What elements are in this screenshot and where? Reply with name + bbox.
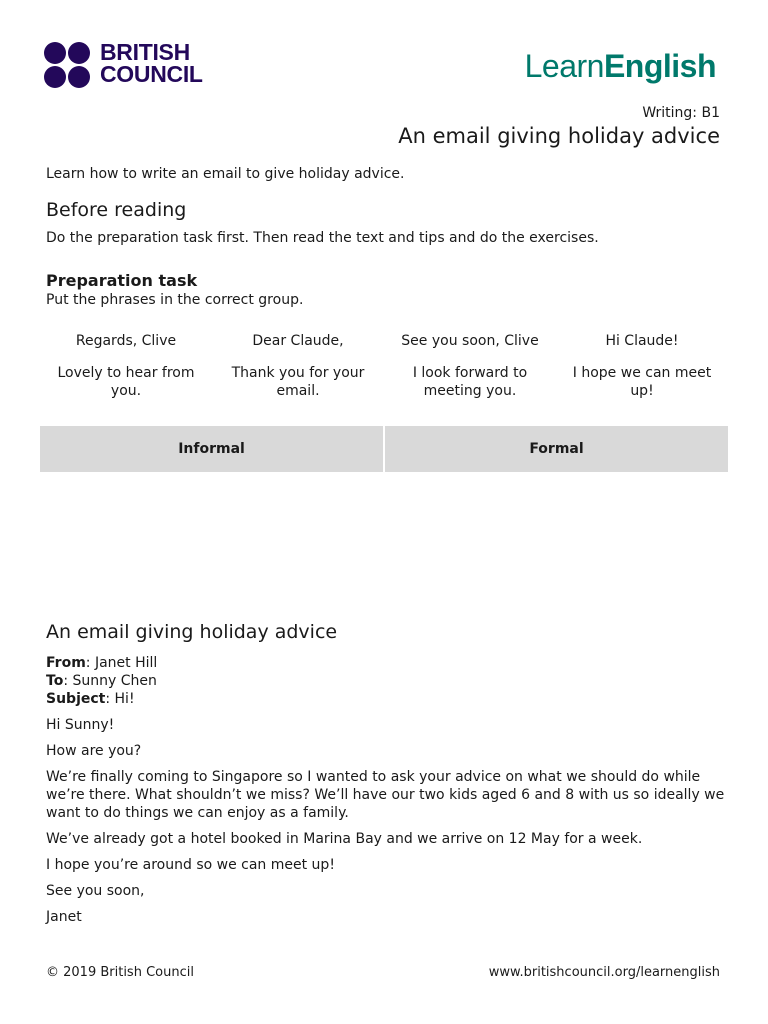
- british-council-wordmark: BRITISH COUNCIL: [100, 39, 203, 87]
- phrase-item[interactable]: I hope we can meet up!: [572, 365, 712, 399]
- phrase-row: [40, 364, 728, 400]
- email-paragraph: See you soon,: [46, 883, 145, 899]
- email-text: [46, 654, 726, 934]
- email-paragraph: How are you?: [46, 743, 142, 759]
- phrase-grid: [40, 332, 728, 414]
- level-label: Writing: B1: [642, 105, 720, 121]
- phrase-item[interactable]: See you soon, Clive: [401, 333, 539, 349]
- footer-copyright: © 2019 British Council: [46, 965, 194, 980]
- british-council-logo: [44, 39, 214, 92]
- group-table: [40, 426, 728, 472]
- phrase-item[interactable]: Lovely to hear from you.: [57, 365, 195, 399]
- page-title: An email giving holiday advice: [398, 124, 720, 148]
- group-informal[interactable]: Informal: [178, 441, 245, 457]
- preparation-task-heading: Preparation task: [46, 271, 198, 290]
- british-council-dots-icon: [44, 42, 94, 88]
- email-paragraph: I hope you’re around so we can meet up!: [46, 857, 335, 873]
- email-header: [46, 654, 726, 708]
- learnenglish-logo: LearnEnglish: [524, 48, 716, 84]
- group-formal[interactable]: Formal: [383, 426, 728, 472]
- footer-url[interactable]: www.britishcouncil.org/learnenglish: [488, 965, 720, 980]
- email-heading: An email giving holiday advice: [46, 621, 338, 643]
- email-to: To: Sunny Chen: [46, 673, 157, 689]
- phrase-item[interactable]: Regards, Clive: [75, 333, 177, 349]
- email-from: From: Janet Hill: [46, 655, 158, 671]
- phrase-item[interactable]: I look forward to meeting you.: [412, 365, 528, 399]
- preparation-task-instruction: Put the phrases in the correct group.: [46, 292, 304, 308]
- before-reading-text: Do the preparation task first. Then read the text and tips and do the exercises.: [46, 230, 599, 246]
- before-reading-heading: Before reading: [46, 199, 187, 221]
- phrase-item[interactable]: Thank you for your email.: [231, 365, 365, 399]
- intro-text: Learn how to write an email to give holiday advice.: [46, 166, 405, 182]
- email-paragraph: Hi Sunny!: [46, 717, 115, 733]
- email-paragraph: Janet: [46, 909, 82, 925]
- email-paragraph: We’re finally coming to Singapore so I wanted to ask your advice on what we should do while we’re there. What shouldn’t we miss? We’ll have our two kids aged 6 and 8 with us so ideally we want to do things we can enjoy as a family.: [46, 769, 725, 821]
- phrase-row: [40, 332, 728, 350]
- email-subject: Subject: Hi!: [46, 691, 135, 707]
- email-paragraph: We’ve already got a hotel booked in Marina Bay and we arrive on 12 May for a week.: [46, 831, 643, 847]
- phrase-item[interactable]: Dear Claude,: [252, 333, 344, 349]
- phrase-item[interactable]: Hi Claude!: [605, 333, 679, 349]
